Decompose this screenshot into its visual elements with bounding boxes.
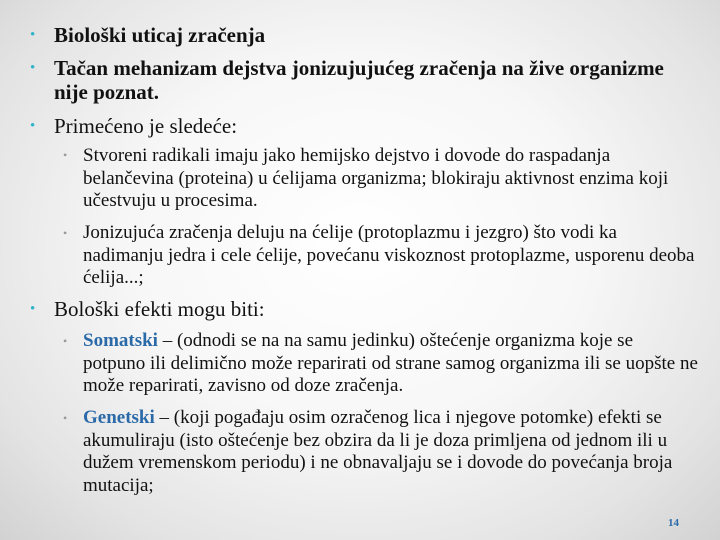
sub-point-genetic: [83, 407, 698, 497]
sub-point-somatic: [83, 330, 698, 398]
bullet-point-observed: Primećeno je sledeće:: [54, 114, 238, 138]
bullet-icon: •: [30, 301, 36, 317]
sub-bullet-icon: •: [63, 334, 68, 348]
sub-point-radicals: Stvoreni radikali imaju jako hemijsko dejstvo i dovode do raspadanja belančevina (proteina) u ćelijama organizma; blokiraju aktivnost enzima koji učestvuju u procesima.: [83, 145, 669, 212]
bullet-point-effects: Bološki efekti mogu biti:: [54, 297, 265, 321]
sub-point-ionizing: Jonizujuća zračenja deluju na ćelije (protoplazmu i jezgro) što vodi ka nadimanju jedra i cele ćelije, povećanu viskoznost protoplazme, usporenu deoba ćelija...;: [83, 222, 695, 289]
sub-bullet-icon: •: [63, 148, 68, 162]
somatic-term: Somatski: [83, 330, 158, 351]
bullet-icon: •: [30, 118, 36, 134]
bullet-icon: •: [30, 27, 36, 43]
genetic-description: – (koji pogađaju osim ozračenog lica i njegove potomke) efekti se akumuliraju (isto oštećenje bez obzira da li je doza primljena od jednom ili u dužem vremenskom periodu) i ne obnavaljaju se i dovode do povećanja broja mutacija;: [83, 407, 673, 496]
sub-bullet-icon: •: [63, 226, 68, 240]
sub-bullet-icon: •: [63, 411, 68, 425]
somatic-description: – (odnodi se na na samu jedinku) oštećenje organizma koje se potpuno ili delimično može reparirati od strane samog organizma ili se uopšte ne može reparirati, zavisno od doze zračenja.: [83, 330, 698, 397]
bullet-icon: •: [30, 60, 36, 76]
slide-heading: Biološki uticaj zračenja: [54, 23, 266, 47]
slide-number: 14: [668, 517, 679, 529]
bullet-point-mechanism: Tačan mehanizam dejstva jonizujujućeg zračenja na žive organizme nije poznat.: [54, 56, 664, 104]
genetic-term: Genetski: [83, 407, 155, 428]
